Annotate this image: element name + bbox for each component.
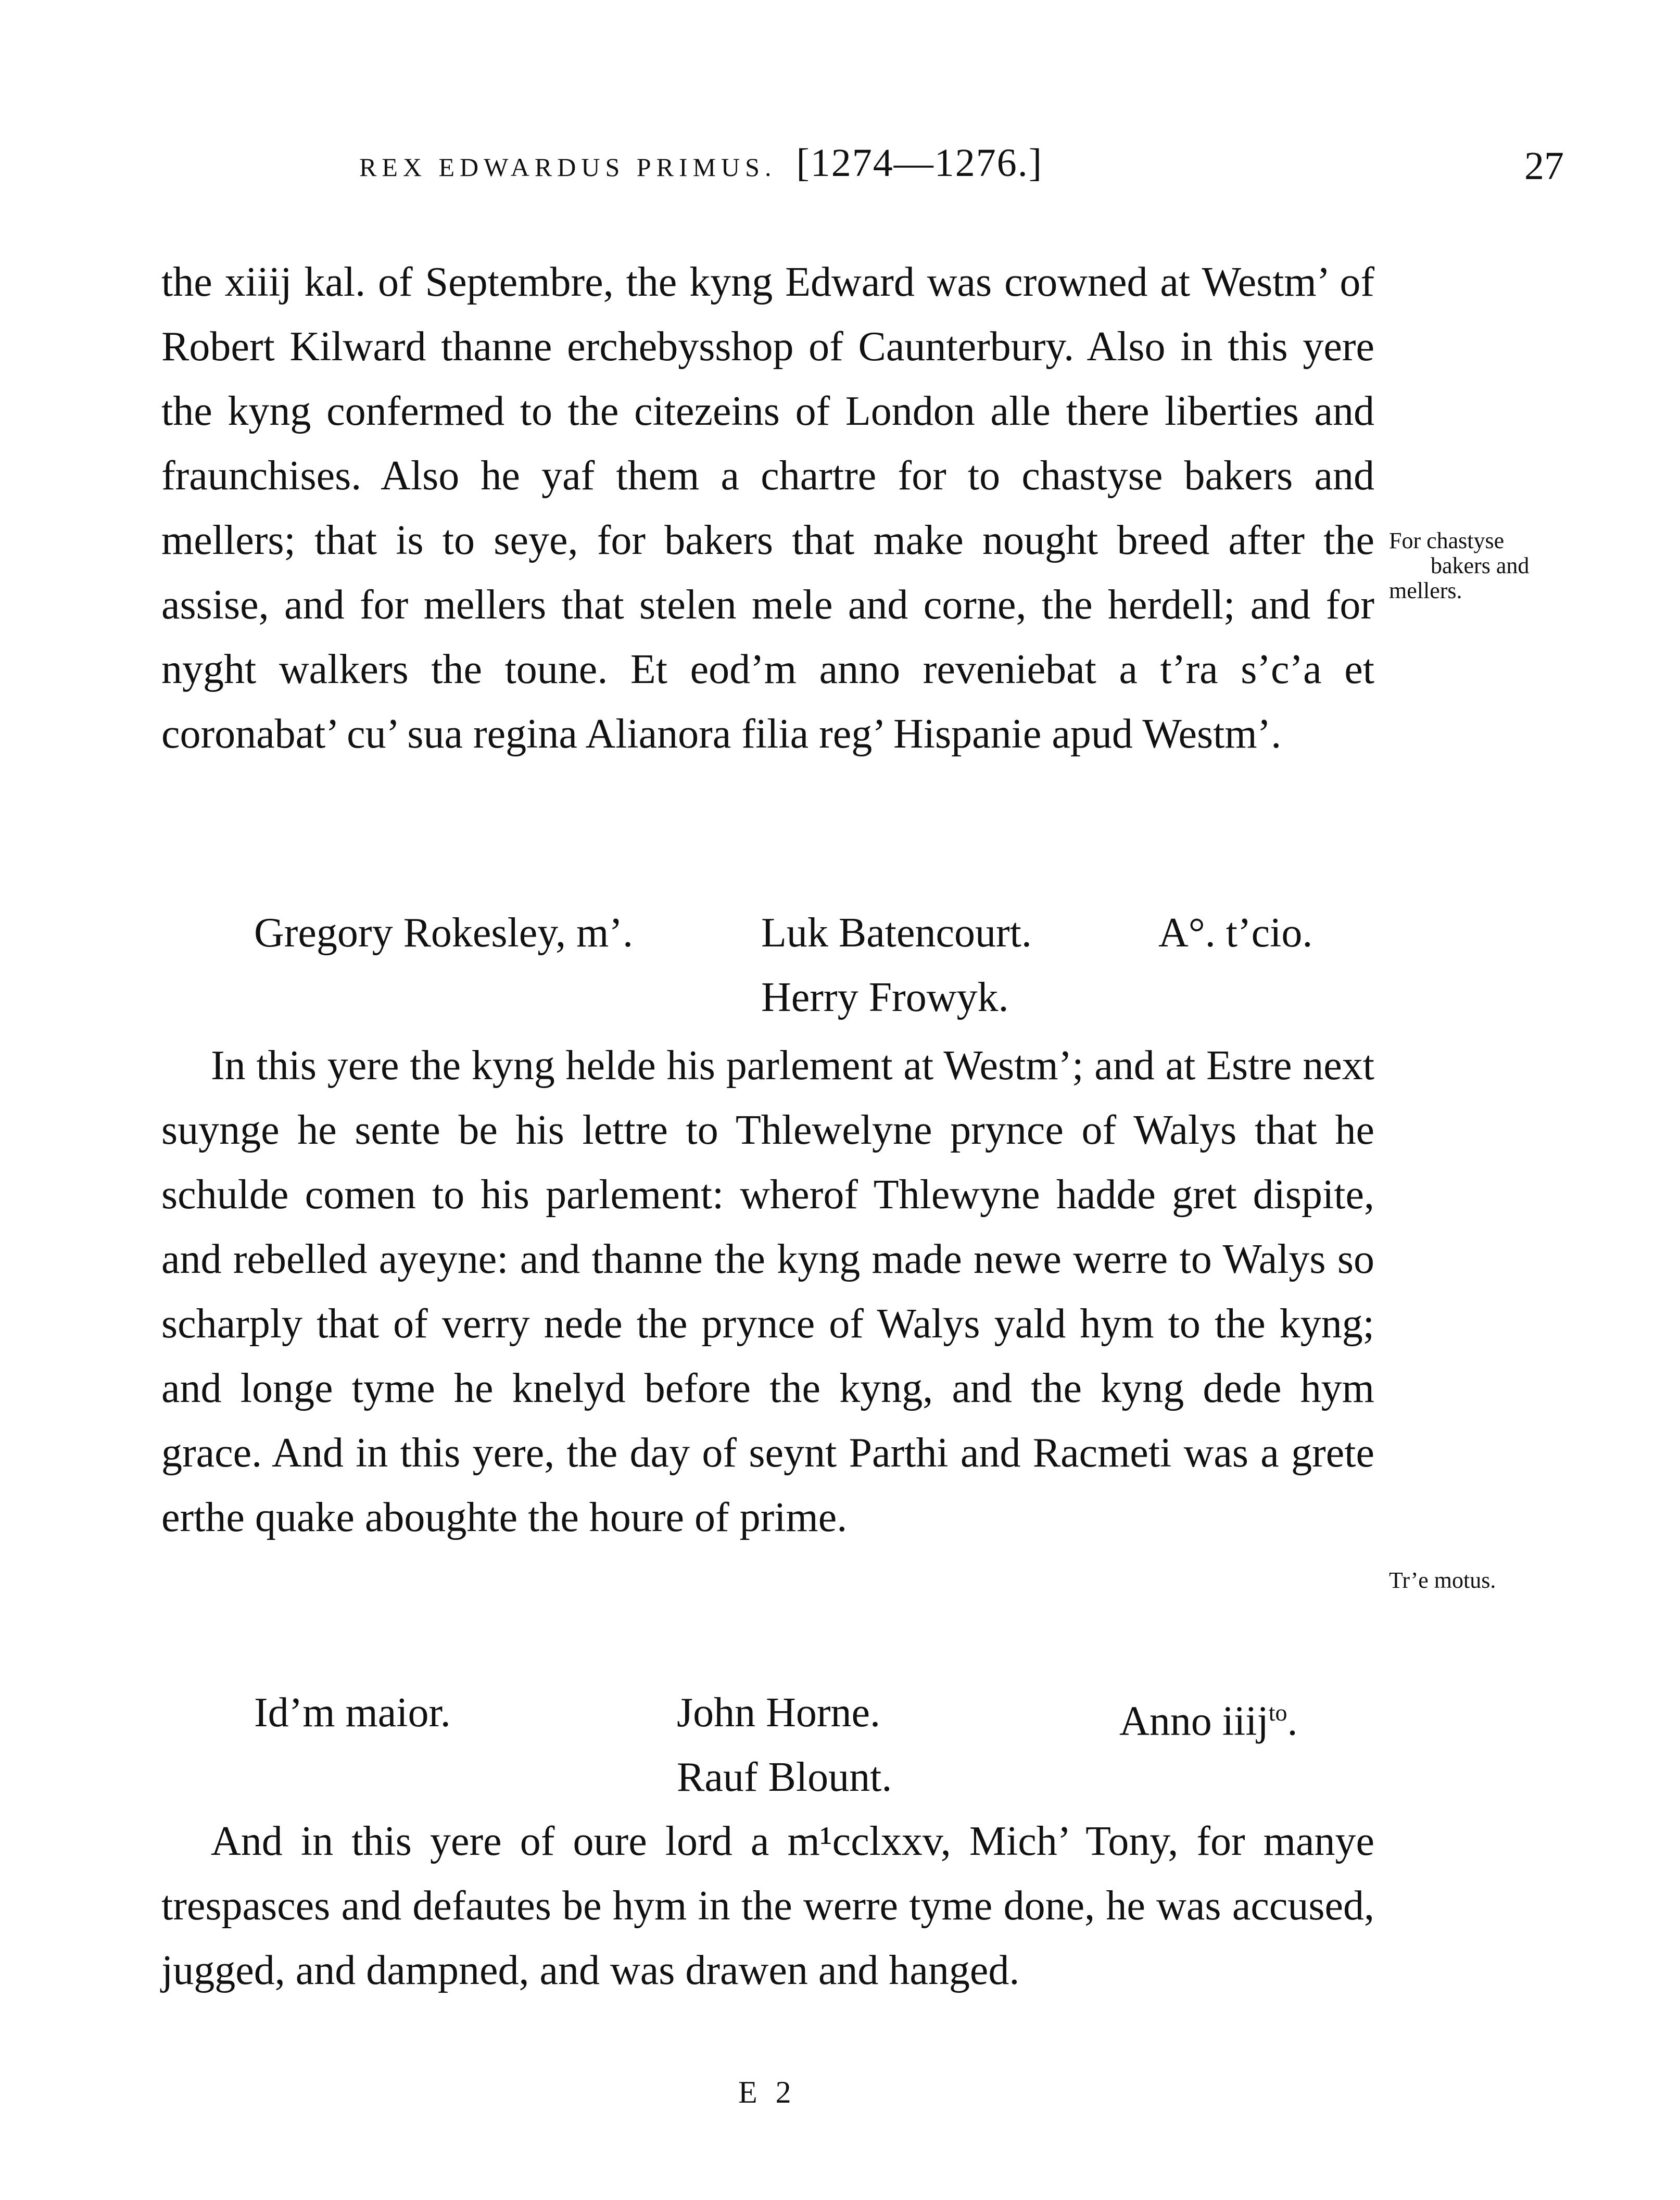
marginal-note-line: mellers. xyxy=(1389,578,1462,603)
mayor-name: Gregory Rokesley, m’. xyxy=(254,910,633,956)
sheriff-name: Luk Batencourt. xyxy=(761,910,1032,956)
marginal-note-chastyse xyxy=(1389,528,1529,603)
sheriff-name: John Horne. xyxy=(677,1690,881,1736)
regnal-year: Anno iiij$^{to}$. xyxy=(1119,1698,1298,1744)
paragraph-parlement: In this yere the kyng helde his parlement at Westm’; and at Estre next suynge he sente be his lettre to Thlewelyne prynce of Walys that he schulde comen to his parlement: wherof Thlewyne hadde gret dispite, and rebelled ayeyne: and thanne the kyng made newe werre to Walys so scharply that of verry nede the prynce of Walys yald hym to the kyng; and longe tyme he knelyd before the kyng, and the kyng dede hym grace. And in this yere, the day of seynt Parthi and Racmeti was a grete erthe quake aboughte the houre of prime. xyxy=(161,1043,1374,1540)
marginal-note-line: bakers and xyxy=(1431,553,1530,578)
running-title: REX EDWARDUS PRIMUS. xyxy=(359,153,777,182)
sheriff-name: Rauf Blount. xyxy=(677,1754,892,1800)
running-head xyxy=(359,141,1043,186)
mayor-name: Id’m maior. xyxy=(254,1690,451,1736)
sheriff-name: Herry Frowyk. xyxy=(761,975,1009,1020)
paragraph-coronation: the xiiij kal. of Septembre, the kyng Edward was crowned at Westm’ of Robert Kilward thanne erchebysshop of Caunterbury. Also in this yere the kyng confermed to the citezeins of London alle there liberties and fraunchises. Also he yaf them a chartre for to chastyse bakers and mellers; that is to seye, for bakers that make nought breed after the assise, and for mellers that stelen mele and corne, the herdell; and for nyght walkers the toune. Et eod’m anno reveniebat a t’ra s’c’a et coronabat’ cu’ sua regina Alianora filia reg’ Hispanie apud Westm’. xyxy=(161,259,1374,757)
page-number: 27 xyxy=(1524,144,1564,188)
signature-mark: E 2 xyxy=(738,2075,797,2109)
marginal-note-earthquake: Tr’e motus. xyxy=(1389,1567,1496,1593)
year-superscript: to xyxy=(1268,1699,1287,1726)
regnal-year: A°. t’cio. xyxy=(1158,910,1313,956)
running-years: [1274—1276.] xyxy=(796,141,1043,185)
marginal-note-line: For chastyse xyxy=(1389,528,1505,553)
paragraph-tony: And in this yere of oure lord a m¹cclxxv, Mich’ Tony, for manye trespasces and defautes be hym in the werre tyme done, he was accused, jugged, and dampned, and was drawen and hanged. xyxy=(161,1818,1374,1993)
